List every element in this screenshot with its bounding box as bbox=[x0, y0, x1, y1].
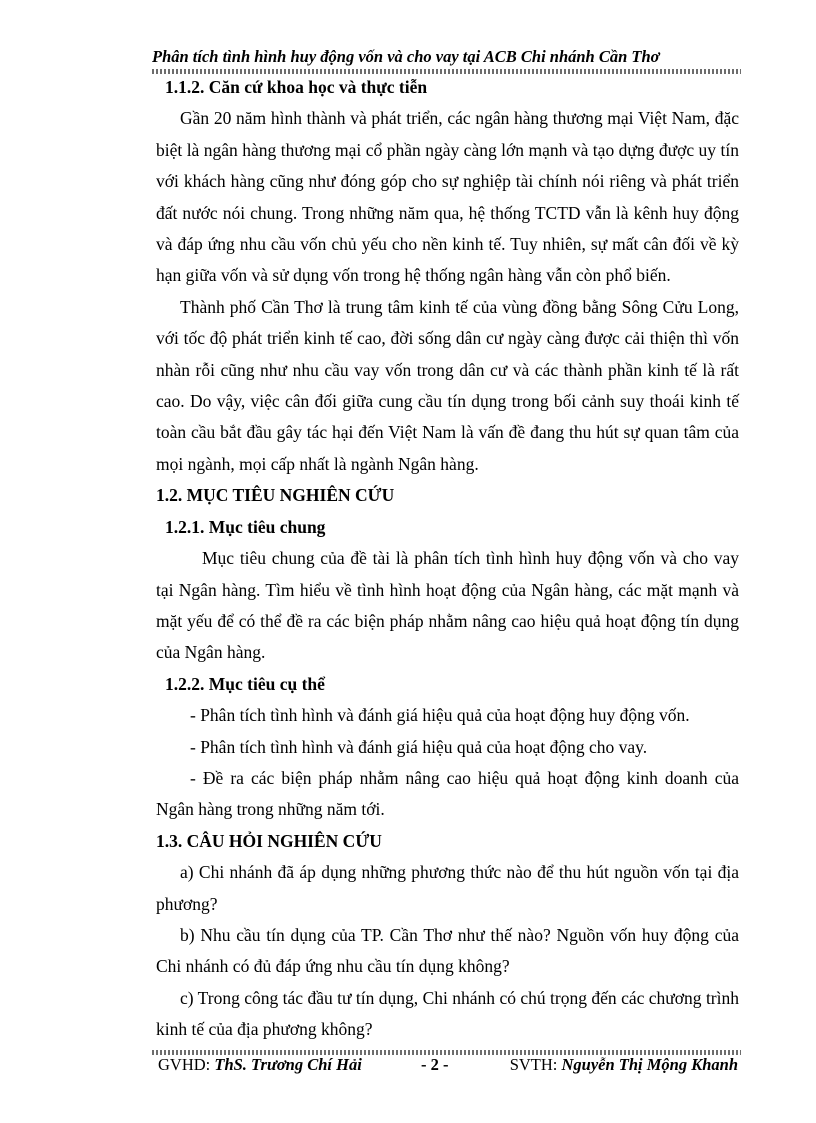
paragraph-1-1-2-b: Thành phố Cần Thơ là trung tâm kinh tế của vùng đồng bằng Sông Cửu Long, với tốc độ phát triển kinh tế cao, đời sống dân cư ngày càng được cải thiện thì vốn nhàn rỗi cũng như nhu cầu vay vốn trong dân cư và các thành phần kinh tế là rất cao. Do vậy, việc cân đối giữa cung cầu tín dụng trong bối cảnh suy thoái kinh tế toàn cầu bắt đầu gây tác hại đến Việt Nam là vấn đề đang thu hút sự quan tâm của mọi ngành, mọi cấp nhất là ngành Ngân hàng. bbox=[156, 296, 739, 474]
student-name: Nguyễn Thị Mộng Khanh bbox=[561, 1055, 738, 1074]
footer-supervisor bbox=[158, 1052, 362, 1078]
paragraph-1-1-2-a: Gần 20 năm hình thành và phát triển, các ngân hàng thương mại Việt Nam, đặc biệt là ngân hàng thương mại cổ phần ngày càng lớn mạnh và tạo dựng được uy tín với khách hàng cũng như đóng góp cho sự nghiệp tài chính nói riêng và phát triển đất nước nói chung. Trong những năm qua, hệ thống TCTD vẫn là kênh huy động và đáp ứng nhu cầu vốn chủ yếu cho nền kinh tế. Tuy nhiên, sự mất cân đối về kỳ hạn giữa vốn và sử dụng vốn trong hệ thống ngân hàng vẫn còn phổ biến. bbox=[156, 108, 739, 286]
page-number: - 2 - bbox=[421, 1055, 449, 1074]
heading-1-2: 1.2. MỤC TIÊU NGHIÊN CỨU bbox=[156, 485, 395, 506]
heading-1-3: 1.3. CÂU HỎI NGHIÊN CỨU bbox=[156, 830, 382, 851]
objective-item: - Phân tích tình hình và đánh giá hiệu quả của hoạt động huy động vốn. bbox=[190, 705, 690, 726]
document-body bbox=[156, 72, 739, 1046]
research-question: a) Chi nhánh đã áp dụng những phương thức nào để thu hút nguồn vốn tại địa phương? bbox=[156, 862, 739, 914]
objective-item: - Phân tích tình hình và đánh giá hiệu quả của hoạt động cho vay. bbox=[190, 736, 648, 757]
footer-student bbox=[510, 1052, 738, 1078]
paragraph-1-2-1: Mục tiêu chung của đề tài là phân tích tình hình huy động vốn và cho vay tại Ngân hàng. Tìm hiểu về tình hình hoạt động của Ngân hàng, các mặt mạnh và mặt yếu để có thể đề ra các biện pháp nhằm nâng cao hiệu quả hoạt động tín dụng của Ngân hàng. bbox=[156, 548, 739, 663]
heading-1-2-1: 1.2.1. Mục tiêu chung bbox=[165, 516, 326, 537]
supervisor-name: ThS. Trương Chí Hải bbox=[214, 1055, 362, 1074]
supervisor-label: GVHD: bbox=[158, 1055, 215, 1074]
heading-1-2-2: 1.2.2. Mục tiêu cụ thể bbox=[165, 673, 325, 694]
student-label: SVTH: bbox=[509, 1055, 562, 1074]
objective-item: - Đề ra các biện pháp nhằm nâng cao hiệu quả hoạt động kinh doanh của Ngân hàng trong những năm tới. bbox=[156, 767, 739, 820]
running-header-title: Phân tích tình hình huy động vốn và cho vay tại ACB Chi nhánh Cần Thơ bbox=[152, 47, 660, 66]
heading-1-1-2: 1.1.2. Căn cứ khoa học và thực tiễn bbox=[165, 77, 428, 97]
research-question: c) Trong công tác đầu tư tín dụng, Chi nhánh có chú trọng đến các chương trình kinh tế của địa phương không? bbox=[156, 987, 739, 1040]
page-footer bbox=[152, 1052, 741, 1078]
research-question: b) Nhu cầu tín dụng của TP. Cần Thơ như thế nào? Nguồn vốn huy động của Chi nhánh có đủ đáp ứng nhu cầu tín dụng không? bbox=[156, 924, 739, 977]
